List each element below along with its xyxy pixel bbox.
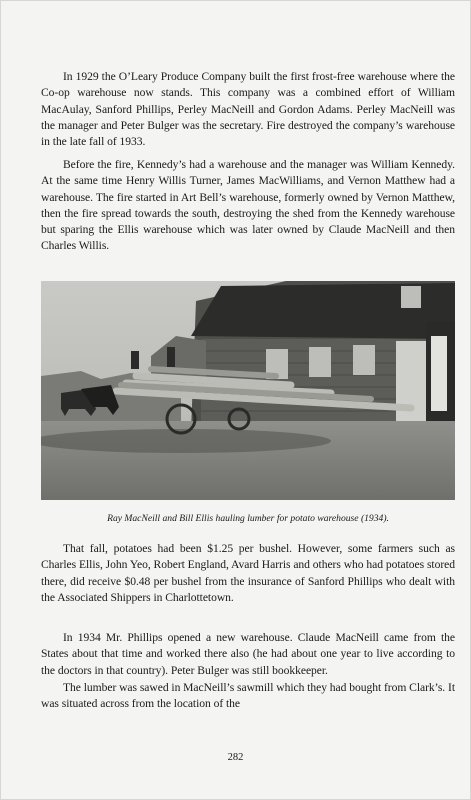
paragraph-4: In 1934 Mr. Phillips opened a new warehouse. Claude MacNeill came from the States about that time and worked there also (he had about one year to live according to the doctors in that country). Peter Bulger was still bookkeeper. — [41, 631, 455, 677]
paragraph-2: Before the fire, Kennedy’s had a warehouse and the manager was William Kennedy. At the same time Henry Willis Turner, James MacWilliams, and Vernon Matthew had a warehouse. The fire started in Art Bell’s warehouse, formerly owned by Vernon Matthew, then the fire spread towards the south, destroying the shed from the Kennedy warehouse but sparing the Ellis warehouse which was later owned by Claude MacNeill and then Charles Willis. — [41, 158, 455, 253]
photo-lumber-wagon-image — [41, 281, 455, 500]
photo-caption: Ray MacNeill and Bill Ellis hauling lumber for potato warehouse (1934). — [107, 513, 389, 524]
historical-photo — [41, 281, 455, 500]
paragraph-1: In 1929 the O’Leary Produce Company built the first frost-free warehouse where the Co-op warehouse now stands. This company was a combined effort of William MacAulay, Sanford Phillips, Perley MacNeill and Gordon Adams. Perley MacNeill was the manager and Peter Bulger was the secretary. Fire destroyed the company’s warehouse in the late fall of 1933. — [41, 70, 455, 149]
page-number: 282 — [227, 752, 244, 763]
paragraph-3: That fall, potatoes had been $1.25 per bushel. However, some farmers such as Charles Ellis, John Yeo, Robert England, Avard Harris and others who had potatoes stored there, did receive $0.48 per bushel from the insurance of Sanford Phillips who dealt with the Associated Shippers in Charlottetown. — [41, 542, 455, 604]
paragraph-5: The lumber was sawed in MacNeill’s sawmill which they had bought from Clark’s. It was situated across from the location of the — [41, 681, 455, 711]
